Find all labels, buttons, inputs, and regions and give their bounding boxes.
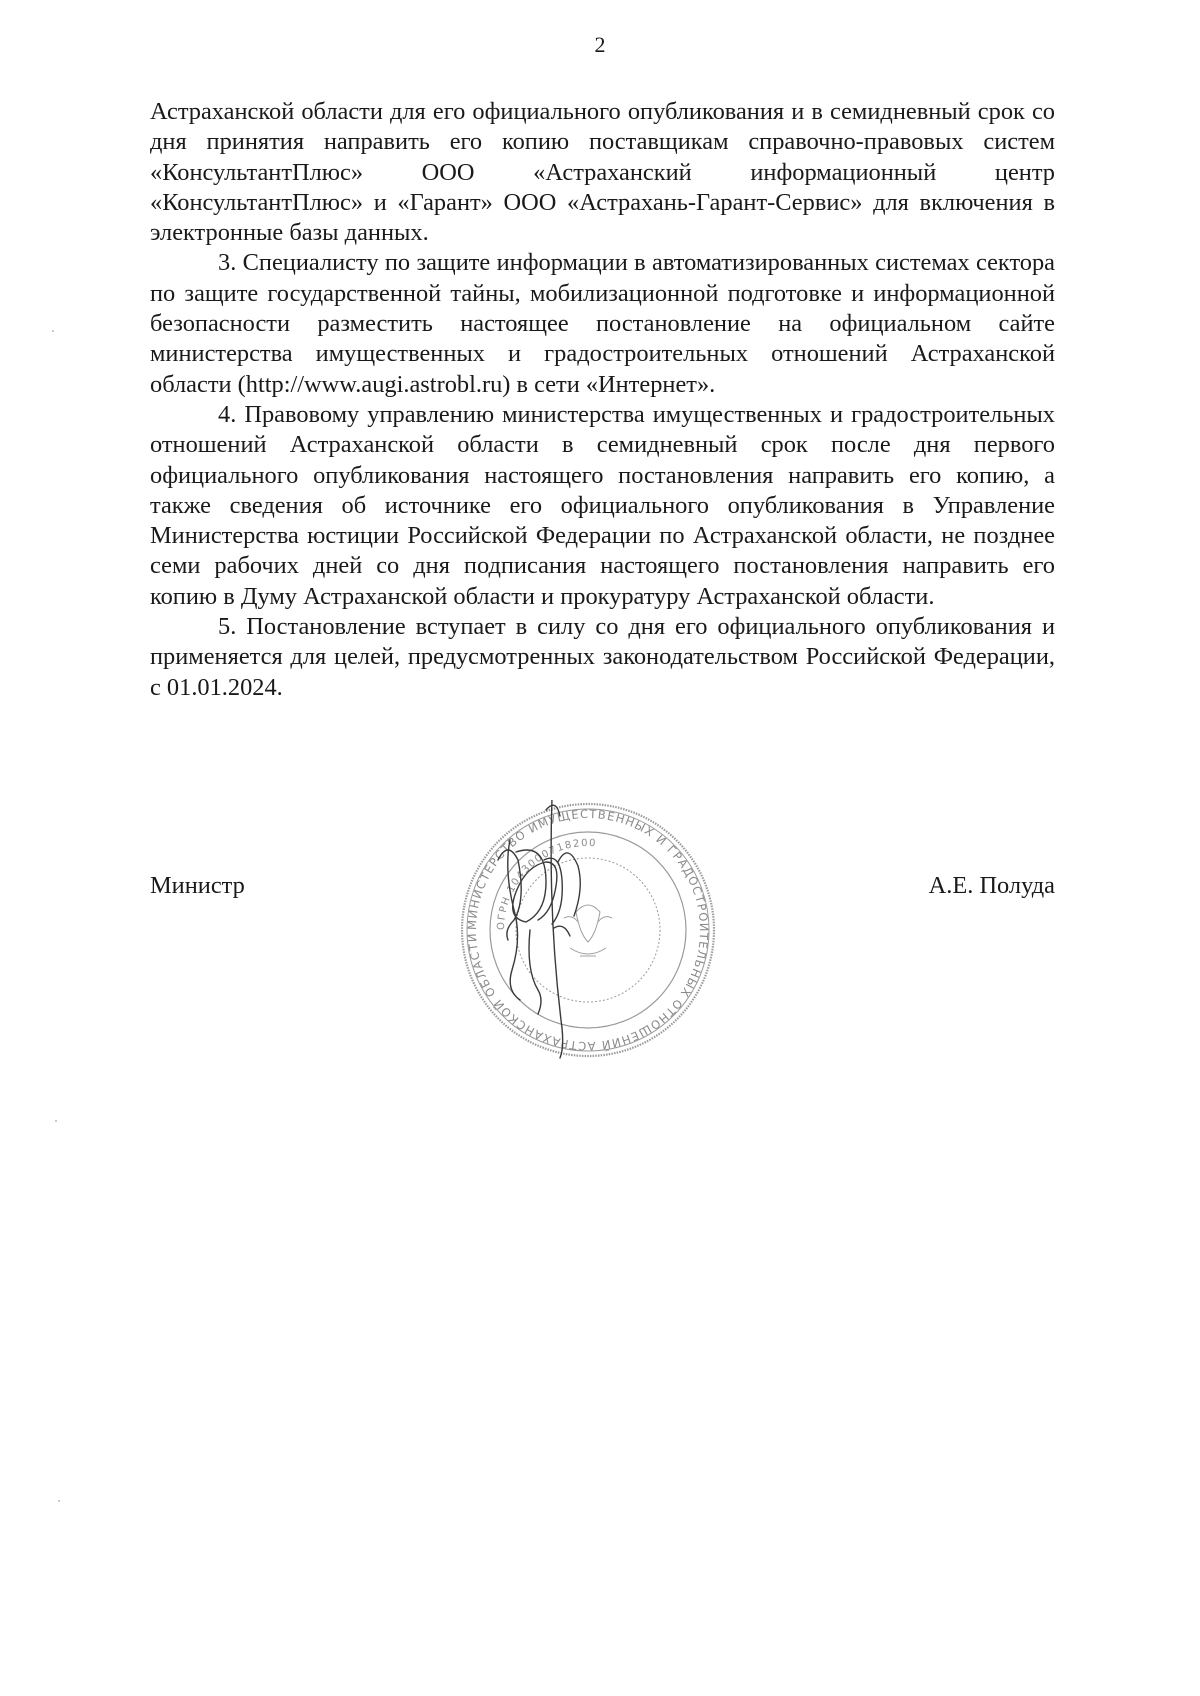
paragraph-continuation: Астраханской области для его официального опубликования и в семидневный срок со дня принятия направить его копию поставщикам справочно-правовых систем «КонсультантПлюс» ООО «Астраханский информационный центр «КонсультантПлюс» и «Гарант» ООО «Астрахань-Гарант-Сервис» для включения в электронные базы данных. xyxy=(150,98,1055,247)
document-body xyxy=(150,97,1055,703)
paragraph-item-4: 4. Правовому управлению министерства имущественных и градостроительных отношений Астраханской области в семидневный срок после дня первого официального опубликования настоящего постановления направить его копию, а также сведения об источнике его официального опубликования в Управление Министерства юстиции Российской Федерации по Астраханской области, не позднее семи рабочих дней со дня подписания настоящего постановления направить его копию в Думу Астраханской области и прокуратуру Астраханской области. xyxy=(150,400,1055,610)
seal-outer-text: МИНИСТЕРСТВО ИМУЩЕСТВЕННЫХ И ГРАДОСТРОИТЕЛЬНЫХ ОТНОШЕНИЙ АСТРАХАНСКОЙ ОБЛАСТИ xyxy=(464,806,712,1054)
official-seal-stamp xyxy=(458,800,718,1060)
scan-speck xyxy=(52,330,54,332)
signatory-name: А.Е. Полуда xyxy=(928,872,1055,899)
scan-speck xyxy=(55,1120,57,1122)
seal-inner-text: ОГРН 1043000718200 xyxy=(495,837,598,931)
page-number: 2 xyxy=(594,32,606,57)
paragraph-item-3: 3. Специалисту по защите информации в автоматизированных системах сектора по защите государственной тайны, мобилизационной подготовке и информационной безопасности разместить настоящее постановление на официальном сайте министерства имущественных и градостроительных отношений Астраханской области (http://www.augi.astrobl.ru) в сети «Интернет». xyxy=(150,249,1055,398)
scan-speck xyxy=(58,1500,60,1502)
seal-emblem xyxy=(564,905,612,956)
signatory-title: Министр xyxy=(150,872,245,899)
paragraph-item-5: 5. Постановление вступает в силу со дня его официального опубликования и применяется для целей, предусмотренных законодательством Российской Федерации, с 01.01.2024. xyxy=(150,613,1055,701)
